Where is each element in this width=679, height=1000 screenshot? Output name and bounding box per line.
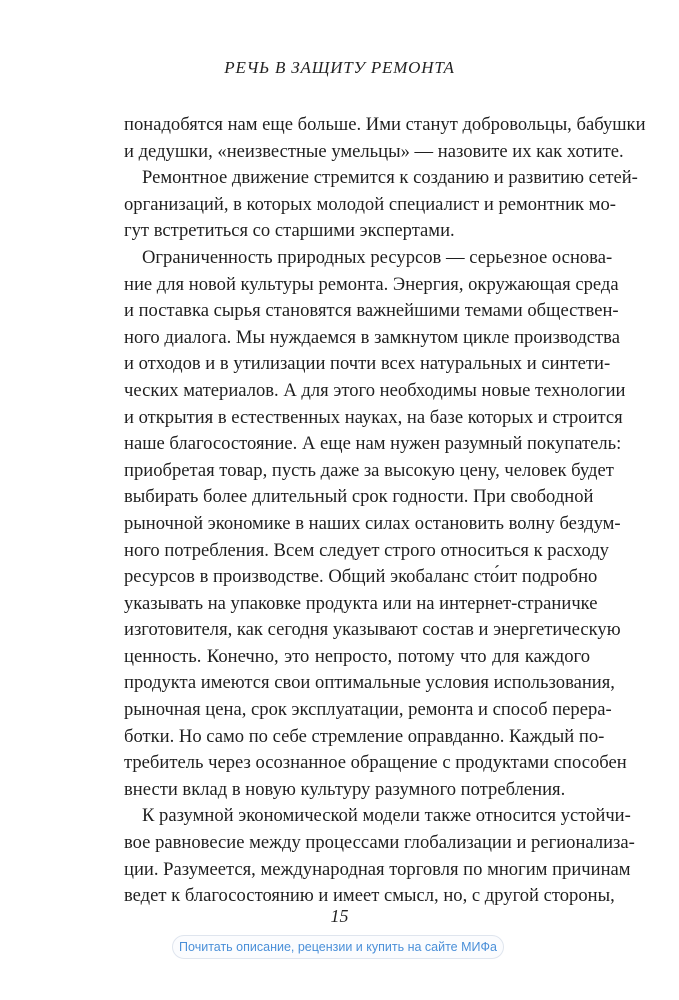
- text-line: ческих материалов. А для этого необходимы новые технологии: [124, 379, 626, 401]
- text-line: понадобятся нам еще больше. Ими станут добровольцы, бабушки: [124, 114, 646, 135]
- paragraph: [124, 803, 635, 909]
- text-line: ботки. Но само по себе стремление оправданно. Каждый по-: [124, 725, 605, 747]
- text-line: Ремонтное движение стремится к созданию и развитию сетей-: [142, 167, 638, 189]
- body-text: [124, 112, 646, 910]
- paragraph: [124, 165, 638, 245]
- text-line: ресурсов в производстве. Общий экобаланс сто́ит подробно: [124, 566, 598, 588]
- text-line: организаций, в которых молодой специалист и ремонтник мо-: [124, 193, 616, 215]
- paragraph: [124, 245, 627, 803]
- text-line: гут встретиться со старшими экспертами.: [124, 220, 455, 242]
- text-line: Ограниченность природных ресурсов — серьезное основа-: [142, 246, 613, 268]
- text-line: ведет к благосостоянию и имеет смысл, но, с другой стороны,: [124, 885, 615, 907]
- text-line: рыночной экономике в наших силах остановить волну бездум-: [124, 512, 621, 534]
- text-line: и поставка сырья становятся важнейшими темами обществен-: [124, 300, 619, 322]
- text-line: ние для новой культуры ремонта. Энергия, окружающая среда: [124, 273, 619, 295]
- text-line: рыночная цена, срок эксплуатации, ремонта и способ перера-: [124, 699, 612, 721]
- text-line: выбирать более длительный срок годности. При свободной: [124, 486, 594, 508]
- text-line: ного потребления. Всем следует строго относиться к расходу: [124, 539, 609, 561]
- text-line: и дедушки, «неизвестные умельцы» — назовите их как хотите.: [124, 140, 624, 162]
- text-line: изготовителя, как сегодня указывают состав и энергетическую: [124, 619, 621, 641]
- text-line: и отходов и в утилизации почти всех натуральных и синтети-: [124, 353, 611, 375]
- running-title: РЕЧЬ В ЗАЩИТУ РЕМОНТА: [224, 58, 455, 77]
- text-line: продукта имеются свои оптимальные условия использования,: [124, 672, 615, 694]
- text-line: вое равновесие между процессами глобализации и регионализа-: [124, 832, 635, 854]
- paragraph: [124, 112, 646, 165]
- text-line: ции. Разумеется, международная торговля по многим причинам: [124, 858, 631, 880]
- page-number: 15: [330, 906, 349, 926]
- miff-store-link[interactable]: Почитать описание, рецензии и купить на сайте МИФа: [172, 935, 504, 959]
- text-line: указывать на упаковке продукта или на интернет-страничке: [124, 592, 598, 614]
- text-line: ного диалога. Мы нуждаемся в замкнутом цикле производства: [124, 326, 620, 348]
- text-line: К разумной экономической модели также относится устойчи-: [142, 805, 631, 827]
- text-line: требитель через осознанное обращение с продуктами способен: [124, 752, 627, 774]
- text-line: приобретая товар, пусть даже за высокую цену, человек будет: [124, 459, 614, 481]
- text-line: и открытия в естественных науках, на базе которых и строится: [124, 406, 623, 428]
- text-line: ценность. Конечно, это непросто, потому что для каждого: [124, 645, 590, 667]
- text-line: наше благосостояние. А еще нам нужен разумный покупатель:: [124, 433, 622, 455]
- text-line: внести вклад в новую культуру разумного потребления.: [124, 778, 566, 800]
